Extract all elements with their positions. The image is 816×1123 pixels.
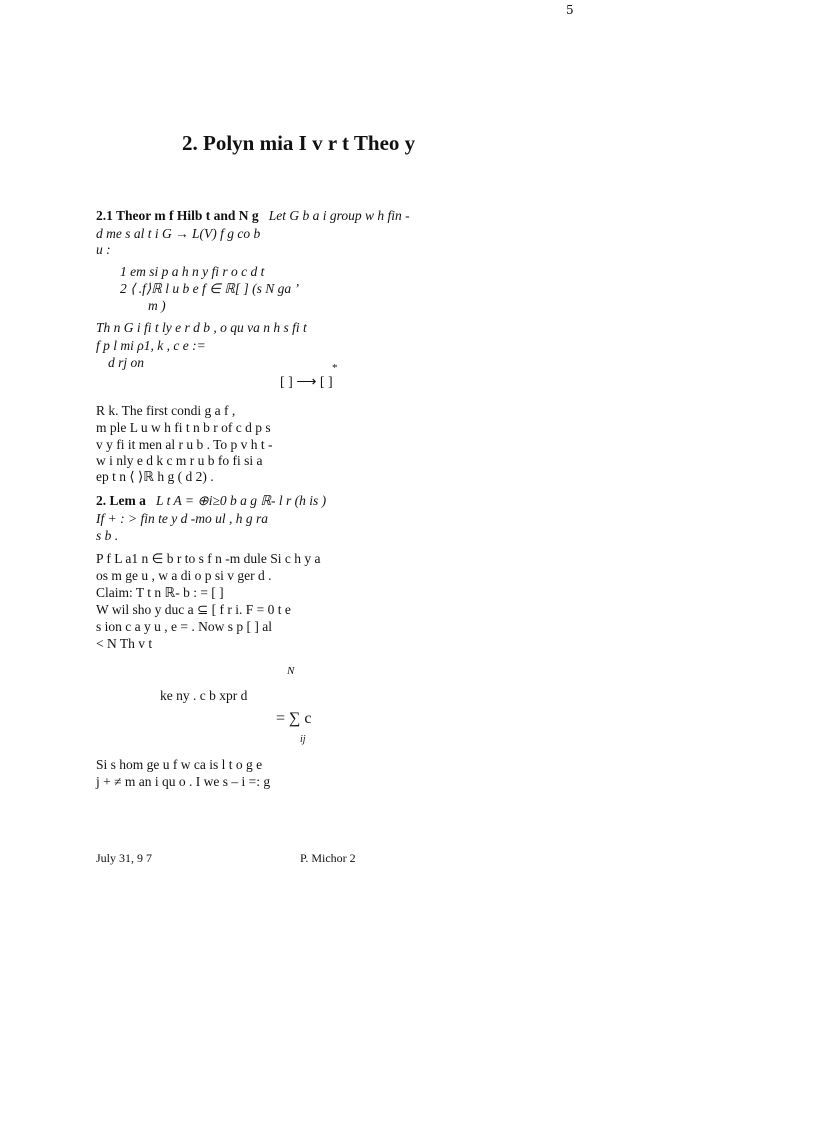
theorem-item-2-cont: m ) [148, 298, 166, 313]
formula-arrow: [ ] ⟶ [ ] [280, 375, 333, 390]
lemma-line-1 [96, 493, 580, 509]
theorem-item-1: 1 em si p a h n y fi r o c d t [120, 264, 265, 279]
remark-line-3: v y fi it men al r u b . To p v h t - [96, 437, 273, 452]
formula-n: N [287, 665, 295, 677]
footer-date: July 31, 9 7 [96, 851, 153, 865]
formula-arrow-star: * [332, 362, 338, 374]
section-heading: 2. Polyn mia I v r t Theo y [182, 131, 416, 155]
remark-line-5: ep t n ⟨ ⟩ℝ h g ( d 2) . [96, 469, 214, 484]
lemma-label: 2. Lem a [96, 493, 146, 508]
footer-author: P. Michor 2 [300, 851, 356, 865]
proof-line-5: s ion c a y u , e = . Now s p [ ] al [96, 619, 272, 634]
theorem-label: 2.1 Theor m f Hilb t and N g [96, 208, 259, 223]
page-number: 5 [566, 3, 574, 17]
formula-sum-sub: ij [300, 734, 306, 745]
theorem-line-7: Th n G i fi t ly e r d b , o qu va n h s fi t [96, 320, 307, 335]
proof-line-4: W wil sho y duc a ⊆ [ f r i. F = 0 t e [96, 602, 291, 617]
remark-line-2: m ple L u w h fi t n b r of c d p s [96, 420, 271, 435]
lemma-text: L t A = ⊕i≥0 b a g ℝ- l r (h is ) [156, 493, 327, 508]
lemma-line-2: If + : > fin te y d -mo ul , h g ra [96, 511, 268, 526]
proof-line-2: os m ge u , w a di o p si v ger d . [96, 568, 272, 583]
theorem-item-2: 2 ⟨ .f⟩ℝ l u b e f ∈ ℝ[ ] (s N ga ’ [120, 281, 300, 296]
theorem-line-8: f p l mi ρ1, k , c e := [96, 338, 206, 353]
theorem-line-3: u : [96, 242, 111, 257]
formula-sum: = ∑ c [276, 710, 312, 727]
final-line-1: Si s hom ge u f w ca is l t o g e [96, 757, 263, 772]
remark-line-1: R k. The first condi g a f , [96, 403, 236, 418]
final-line-2: j + ≠ m an i qu o . I we s – i =: g [96, 774, 271, 789]
expressed-line: ke ny . c b xpr d [160, 688, 248, 703]
theorem-line-2: d me s al t i G → L(V) f g co b [96, 226, 261, 241]
proof-line-1: P f L a1 n ∈ b r to s f n -m dule Si c h y a [96, 551, 321, 566]
remark-line-4: w i nly e d k c m r u b fo fi si a [96, 453, 263, 468]
proof-line-3: Claim: T t n ℝ- b : = [ ] [96, 585, 224, 600]
theorem-line-9: d rj on [108, 355, 145, 370]
theorem-line-1 [96, 208, 580, 224]
proof-line-6: < N Th v t [96, 636, 153, 651]
lemma-line-3: s b . [96, 528, 119, 543]
theorem-text: Let G b a i group w h fin - [268, 208, 410, 223]
